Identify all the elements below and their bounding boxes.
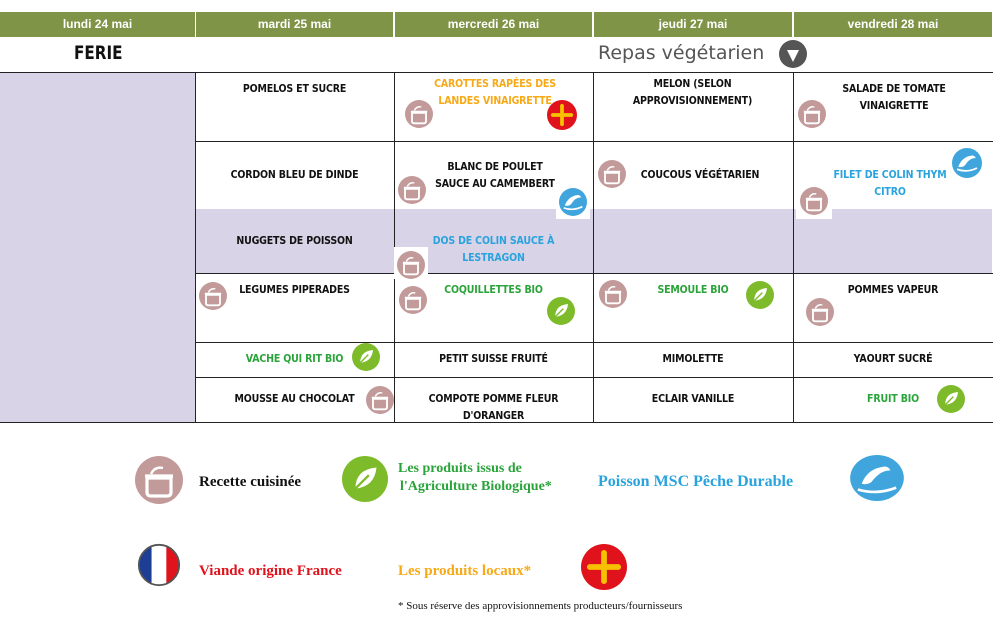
menu-cell-wed-row6: COMPOTE POMME FLEUR D'ORANGER (428, 392, 559, 422)
msc-fish-icon (559, 188, 587, 216)
header-day-mon: lundi 24 mai (0, 12, 195, 37)
bio-leaf-icon (937, 385, 965, 413)
menu-cell-tue-row6: MOUSSE AU CHOCOLAT (234, 392, 355, 405)
menu-cell-thu-row6: ECLAIR VANILLE (651, 392, 735, 405)
legend-france-flag-icon (137, 543, 181, 587)
recette-icon (798, 100, 826, 128)
ferie-label: FERIE (74, 42, 123, 64)
recette-icon (599, 280, 627, 308)
recette-icon (398, 176, 426, 204)
legend-bio-label-line2: l'Agriculture Biologique* (400, 479, 552, 494)
ferie-monday-block (0, 72, 195, 422)
recette-icon (598, 160, 626, 188)
menu-cell-thu-row2: COUCOUS VÉGÉTARIEN (640, 168, 760, 181)
recette-icon (366, 386, 394, 414)
menu-cell-thu-row5: MIMOLETTE (662, 352, 724, 365)
recette-icon (806, 298, 834, 326)
recette-icon (397, 251, 425, 279)
menu-cell-wed-row3: DOS DE COLIN SAUCE À LESTRAGON (432, 234, 555, 264)
menu-cell-wed-row4: COQUILLETTES BIO (444, 283, 543, 296)
legend-local-label: Les produits locaux* (398, 563, 532, 579)
occitan-cross-icon (547, 100, 577, 130)
legend-bio-icon (342, 456, 388, 502)
header-day-thu: jeudi 27 mai (594, 12, 792, 37)
vegetarian-icon (779, 40, 807, 68)
menu-cell-fri-row1: SALADE DE TOMATE VINAIGRETTE (842, 82, 946, 112)
menu-cell-tue-row2: CORDON BLEU DE DINDE (230, 168, 359, 181)
recette-icon (405, 100, 433, 128)
menu-cell-tue-row4: LEGUMES PIPERADES (239, 283, 350, 296)
menu-cell-fri-row5: YAOURT SUCRÉ (853, 352, 933, 365)
menu-cell-fri-row6: FRUIT BIO (867, 392, 919, 405)
legend-footnote: * Sous réserve des approvisionnements producteurs/fournisseurs (398, 600, 683, 612)
bio-leaf-icon (352, 343, 380, 371)
bio-leaf-icon (547, 297, 575, 325)
bio-leaf-icon (746, 281, 774, 309)
menu-cell-fri-row4: POMMES VAPEUR (847, 283, 939, 296)
recette-icon (800, 187, 828, 215)
legend-france-label: Viande origine France (199, 563, 342, 579)
menu-cell-tue-row1: POMELOS ET SUCRE (242, 82, 347, 95)
header-day-wed: mercredi 26 mai (395, 12, 592, 37)
menu-cell-fri-row2: FILET DE COLIN THYM CITRO (833, 168, 947, 198)
menu-cell-wed-row2: BLANC DE POULET SAUCE AU CAMEMBERT (435, 160, 555, 190)
menu-cell-thu-row4: SEMOULE BIO (657, 283, 729, 296)
legend-recette-icon (135, 456, 183, 504)
menu-cell-tue-row3: NUGGETS DE POISSON (236, 234, 353, 247)
legend-msc-label: Poisson MSC Pêche Durable (598, 473, 794, 490)
legend-occitan-icon (580, 544, 628, 590)
vegetarian-label: Repas végétarien (598, 42, 765, 64)
menu-cell-thu-row1: MELON (SELON APPROVISIONNEMENT) (632, 77, 753, 107)
header-day-fri: vendredi 28 mai (794, 12, 992, 37)
recette-icon (399, 286, 427, 314)
recette-icon (199, 282, 227, 310)
menu-cell-tue-row5: VACHE QUI RIT BIO (245, 352, 344, 365)
msc-fish-icon (952, 148, 982, 178)
menu-cell-wed-row5: PETIT SUISSE FRUITÉ (439, 352, 548, 365)
menu-cell-wed-row1: CAROTTES RAPÉES DES LANDES VINAIGRETTE (434, 77, 556, 107)
legend-recette-label: Recette cuisinée (199, 474, 302, 490)
legend-msc-fish-icon (849, 455, 905, 501)
legend-bio-label-line1: Les produits issus de (398, 461, 522, 476)
header-day-tue: mardi 25 mai (196, 12, 393, 37)
